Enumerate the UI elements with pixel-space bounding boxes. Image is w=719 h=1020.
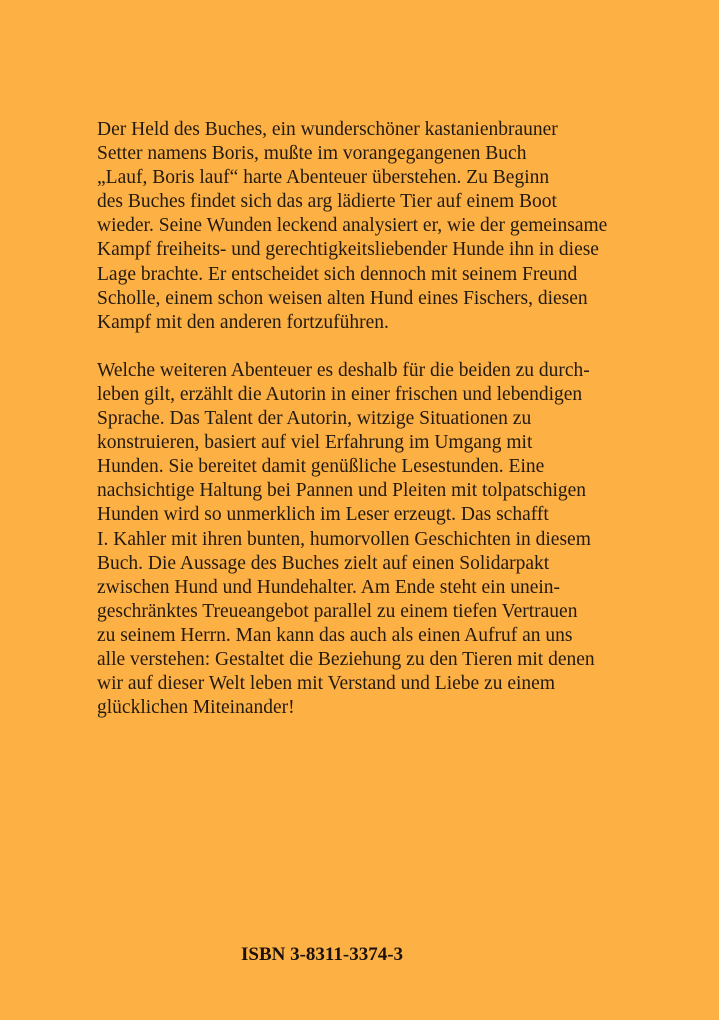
blurb-line: Welche weiteren Abenteuer es deshalb für die beiden zu durch- xyxy=(97,359,590,381)
blurb-line: Kampf mit den anderen fortzuführen. xyxy=(97,311,389,333)
blurb-line: Der Held des Buches, ein wunderschöner kastanienbrauner xyxy=(97,119,558,140)
blurb-line: konstruieren, basiert auf viel Erfahrung im Umgang mit xyxy=(97,432,533,454)
isbn-number: ISBN 3-8311-3374-3 xyxy=(241,944,404,965)
blurb-line: „Lauf, Boris lauf“ harte Abenteuer überstehen. Zu Beginn xyxy=(97,167,550,189)
paragraph-spacer xyxy=(97,335,657,359)
blurb-line: Hunden wird so unmerklich im Leser erzeugt. Das schafft xyxy=(97,504,549,526)
blurb-line: glücklichen Miteinander! xyxy=(97,697,295,719)
blurb-line: nachsichtige Haltung bei Pannen und Pleiten mit tolpatschigen xyxy=(97,480,587,502)
blurb-text xyxy=(97,118,657,720)
blurb-line: wir auf dieser Welt leben mit Verstand und Liebe zu einem xyxy=(97,673,555,695)
blurb-line: Scholle, einem schon weisen alten Hund eines Fischers, diesen xyxy=(97,287,588,309)
blurb-line: Hunden. Sie bereitet damit genüßliche Lesestunden. Eine xyxy=(97,456,545,478)
blurb-paragraph-1 xyxy=(97,118,657,335)
blurb-line: wieder. Seine Wunden leckend analysiert er, wie der gemeinsame xyxy=(97,215,608,237)
blurb-line: Kampf freiheits- und gerechtigkeitsliebender Hunde ihn in diese xyxy=(97,239,599,261)
blurb-line: des Buches findet sich das arg lädierte Tier auf einem Boot xyxy=(97,191,557,213)
blurb-line: Buch. Die Aussage des Buches zielt auf einen Solidarpakt xyxy=(97,552,550,574)
blurb-line: Lage brachte. Er entscheidet sich dennoch mit seinem Freund xyxy=(97,263,578,285)
blurb-line: zu seinem Herrn. Man kann das auch als einen Aufruf an uns xyxy=(97,624,573,646)
blurb-line: Sprache. Das Talent der Autorin, witzige Situationen zu xyxy=(97,408,532,430)
blurb-line: zwischen Hund und Hundehalter. Am Ende steht ein unein- xyxy=(97,576,561,598)
blurb-line: leben gilt, erzählt die Autorin in einer frischen und lebendigen xyxy=(97,383,583,405)
blurb-line: Setter namens Boris, mußte im vorangegangenen Buch xyxy=(97,143,527,165)
blurb-line: alle verstehen: Gestaltet die Beziehung zu den Tieren mit denen xyxy=(97,648,595,670)
blurb-paragraph-2 xyxy=(97,359,657,720)
blurb-line: geschränktes Treueangebot parallel zu einem tiefen Vertrauen xyxy=(97,600,578,622)
blurb-line: I. Kahler mit ihren bunten, humorvollen Geschichten in diesem xyxy=(97,528,591,550)
